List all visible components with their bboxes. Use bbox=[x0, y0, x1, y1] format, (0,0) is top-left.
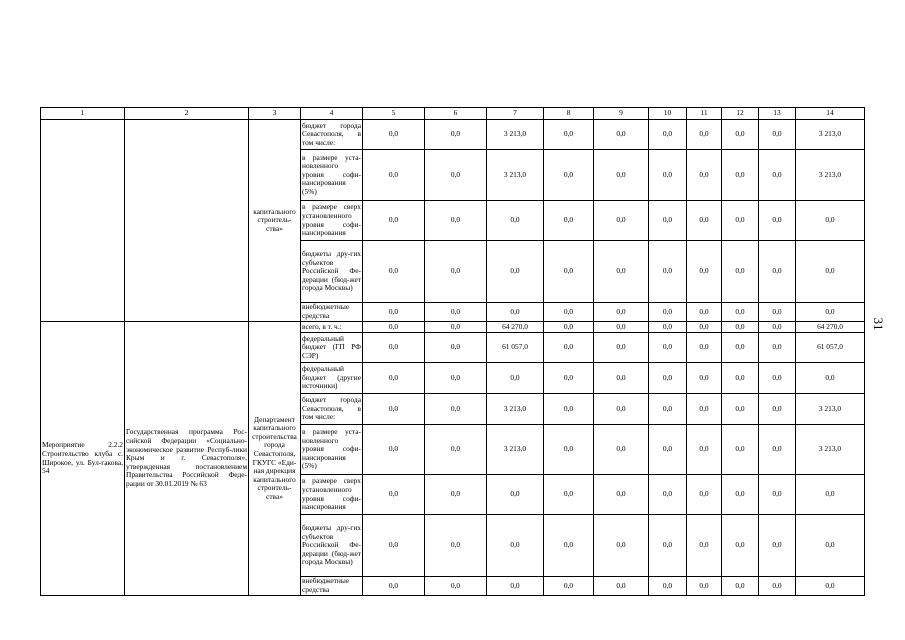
amount-cell: 3 213,0 bbox=[487, 150, 544, 201]
column-number-header: 8 bbox=[544, 108, 594, 120]
funding-source-cell: в размере сверх установленного уровня софи-нансирования bbox=[301, 201, 363, 241]
amount-cell: 0,0 bbox=[722, 475, 759, 515]
amount-cell: 0,0 bbox=[687, 333, 722, 363]
amount-cell: 0,0 bbox=[759, 425, 796, 475]
budget-table bbox=[40, 107, 865, 596]
amount-cell: 0,0 bbox=[425, 241, 487, 303]
amount-cell: 0,0 bbox=[363, 475, 425, 515]
amount-cell: 64 270,0 bbox=[487, 322, 544, 333]
amount-cell: 0,0 bbox=[594, 322, 649, 333]
amount-cell: 0,0 bbox=[759, 120, 796, 150]
amount-cell: 0,0 bbox=[363, 394, 425, 425]
amount-cell: 0,0 bbox=[759, 303, 796, 322]
column-number-header: 5 bbox=[363, 108, 425, 120]
amount-cell: 0,0 bbox=[649, 577, 687, 596]
amount-cell: 0,0 bbox=[544, 303, 594, 322]
amount-cell: 0,0 bbox=[687, 120, 722, 150]
amount-cell: 3 213,0 bbox=[796, 120, 865, 150]
table-body bbox=[41, 108, 865, 596]
amount-cell: 0,0 bbox=[687, 363, 722, 394]
amount-cell: 0,0 bbox=[487, 201, 544, 241]
amount-cell: 0,0 bbox=[544, 475, 594, 515]
amount-cell: 0,0 bbox=[425, 150, 487, 201]
column-number-header: 12 bbox=[722, 108, 759, 120]
amount-cell: 0,0 bbox=[594, 515, 649, 577]
amount-cell: 0,0 bbox=[594, 363, 649, 394]
amount-cell: 0,0 bbox=[594, 394, 649, 425]
funding-source-cell: в размере сверх установленного уровня софи-нансирования bbox=[301, 475, 363, 515]
amount-cell: 0,0 bbox=[487, 303, 544, 322]
amount-cell: 0,0 bbox=[722, 394, 759, 425]
amount-cell: 0,0 bbox=[425, 515, 487, 577]
amount-cell: 0,0 bbox=[649, 363, 687, 394]
amount-cell: 0,0 bbox=[759, 363, 796, 394]
amount-cell: 0,0 bbox=[687, 322, 722, 333]
table-row bbox=[41, 120, 865, 150]
amount-cell: 0,0 bbox=[363, 241, 425, 303]
amount-cell: 0,0 bbox=[722, 515, 759, 577]
amount-cell: 0,0 bbox=[594, 577, 649, 596]
column-number-header: 13 bbox=[759, 108, 796, 120]
funding-source-cell: внебюджетные средства bbox=[301, 303, 363, 322]
amount-cell: 0,0 bbox=[544, 577, 594, 596]
amount-cell: 0,0 bbox=[425, 303, 487, 322]
amount-cell: 0,0 bbox=[363, 577, 425, 596]
amount-cell: 0,0 bbox=[544, 394, 594, 425]
funding-source-cell: в размере уста-новленного уровня софи-нансирования (5%) bbox=[301, 150, 363, 201]
amount-cell: 3 213,0 bbox=[796, 425, 865, 475]
amount-cell: 0,0 bbox=[687, 515, 722, 577]
amount-cell: 0,0 bbox=[722, 241, 759, 303]
amount-cell: 0,0 bbox=[425, 425, 487, 475]
executor-cell: Департамент капитального строительства города Севастополя, ГКУГС «Еди-ная дирекция капитального строитель-ства» bbox=[249, 322, 301, 596]
column-number-header: 11 bbox=[687, 108, 722, 120]
amount-cell: 0,0 bbox=[544, 120, 594, 150]
amount-cell: 0,0 bbox=[687, 201, 722, 241]
column-number-header: 7 bbox=[487, 108, 544, 120]
amount-cell: 0,0 bbox=[649, 150, 687, 201]
amount-cell: 0,0 bbox=[425, 394, 487, 425]
amount-cell: 0,0 bbox=[687, 150, 722, 201]
column-number-header: 6 bbox=[425, 108, 487, 120]
amount-cell: 3 213,0 bbox=[487, 425, 544, 475]
amount-cell: 0,0 bbox=[544, 515, 594, 577]
amount-cell: 0,0 bbox=[687, 425, 722, 475]
amount-cell: 0,0 bbox=[649, 201, 687, 241]
amount-cell: 0,0 bbox=[363, 425, 425, 475]
amount-cell: 0,0 bbox=[796, 363, 865, 394]
amount-cell: 64 270,0 bbox=[796, 322, 865, 333]
amount-cell: 3 213,0 bbox=[487, 120, 544, 150]
amount-cell: 0,0 bbox=[722, 333, 759, 363]
amount-cell: 0,0 bbox=[722, 303, 759, 322]
page-number: 31 bbox=[871, 317, 886, 331]
amount-cell: 0,0 bbox=[594, 120, 649, 150]
amount-cell: 0,0 bbox=[594, 150, 649, 201]
program-cell: Государственная программа Рос-сийской Федерации «Социально-экономическое развитие Респуб-лики Крым и г. Севастополя», утвержденная постановлением Правительства Российской Феде-рации от 30.01.2019 № 63 bbox=[125, 322, 249, 596]
amount-cell: 0,0 bbox=[594, 241, 649, 303]
amount-cell: 0,0 bbox=[796, 303, 865, 322]
funding-source-cell: бюджеты дру-гих субъектов Российской Фе-дерации (бюд-жет города Москвы) bbox=[301, 241, 363, 303]
funding-source-cell: бюджет города Севастополя, в том числе: bbox=[301, 120, 363, 150]
amount-cell: 0,0 bbox=[363, 333, 425, 363]
amount-cell: 0,0 bbox=[649, 303, 687, 322]
amount-cell: 0,0 bbox=[687, 303, 722, 322]
amount-cell: 0,0 bbox=[722, 201, 759, 241]
amount-cell: 0,0 bbox=[544, 363, 594, 394]
amount-cell: 0,0 bbox=[649, 515, 687, 577]
amount-cell: 0,0 bbox=[759, 241, 796, 303]
amount-cell: 0,0 bbox=[544, 425, 594, 475]
amount-cell: 0,0 bbox=[759, 150, 796, 201]
amount-cell: 0,0 bbox=[796, 241, 865, 303]
amount-cell: 0,0 bbox=[722, 363, 759, 394]
column-number-header: 9 bbox=[594, 108, 649, 120]
amount-cell: 3 213,0 bbox=[796, 394, 865, 425]
amount-cell: 0,0 bbox=[594, 333, 649, 363]
amount-cell: 0,0 bbox=[687, 577, 722, 596]
header-row bbox=[41, 108, 865, 120]
amount-cell: 0,0 bbox=[363, 303, 425, 322]
amount-cell: 0,0 bbox=[363, 322, 425, 333]
amount-cell: 0,0 bbox=[649, 322, 687, 333]
funding-source-cell: федеральный бюджет (ГП РФ СЭР) bbox=[301, 333, 363, 363]
amount-cell: 0,0 bbox=[487, 577, 544, 596]
amount-cell: 0,0 bbox=[796, 201, 865, 241]
amount-cell: 61 057,0 bbox=[487, 333, 544, 363]
amount-cell: 0,0 bbox=[594, 475, 649, 515]
amount-cell: 0,0 bbox=[649, 425, 687, 475]
amount-cell: 0,0 bbox=[487, 363, 544, 394]
amount-cell: 0,0 bbox=[487, 515, 544, 577]
funding-source-cell: федеральный бюджет (другие источники) bbox=[301, 363, 363, 394]
amount-cell: 0,0 bbox=[363, 363, 425, 394]
amount-cell: 0,0 bbox=[487, 475, 544, 515]
amount-cell: 61 057,0 bbox=[796, 333, 865, 363]
amount-cell: 0,0 bbox=[722, 425, 759, 475]
amount-cell: 0,0 bbox=[544, 322, 594, 333]
amount-cell: 0,0 bbox=[722, 577, 759, 596]
amount-cell: 0,0 bbox=[544, 201, 594, 241]
amount-cell: 0,0 bbox=[649, 120, 687, 150]
program-cell bbox=[125, 120, 249, 322]
amount-cell: 0,0 bbox=[649, 475, 687, 515]
amount-cell: 0,0 bbox=[796, 515, 865, 577]
amount-cell: 0,0 bbox=[487, 241, 544, 303]
amount-cell: 0,0 bbox=[363, 515, 425, 577]
amount-cell: 0,0 bbox=[544, 150, 594, 201]
amount-cell: 0,0 bbox=[759, 577, 796, 596]
amount-cell: 0,0 bbox=[594, 425, 649, 475]
amount-cell: 0,0 bbox=[425, 322, 487, 333]
amount-cell: 0,0 bbox=[759, 201, 796, 241]
amount-cell: 0,0 bbox=[759, 515, 796, 577]
amount-cell: 0,0 bbox=[425, 363, 487, 394]
amount-cell: 0,0 bbox=[594, 201, 649, 241]
amount-cell: 0,0 bbox=[594, 303, 649, 322]
funding-source-cell: в размере уста-новленного уровня софи-нансирования (5%) bbox=[301, 425, 363, 475]
amount-cell: 3 213,0 bbox=[796, 150, 865, 201]
amount-cell: 0,0 bbox=[687, 394, 722, 425]
amount-cell: 0,0 bbox=[425, 333, 487, 363]
amount-cell: 0,0 bbox=[649, 241, 687, 303]
amount-cell: 0,0 bbox=[649, 394, 687, 425]
amount-cell: 0,0 bbox=[425, 475, 487, 515]
column-number-header: 3 bbox=[249, 108, 301, 120]
amount-cell: 0,0 bbox=[722, 322, 759, 333]
amount-cell: 3 213,0 bbox=[487, 394, 544, 425]
amount-cell: 0,0 bbox=[425, 577, 487, 596]
amount-cell: 0,0 bbox=[759, 475, 796, 515]
amount-cell: 0,0 bbox=[425, 120, 487, 150]
amount-cell: 0,0 bbox=[425, 201, 487, 241]
column-number-header: 2 bbox=[125, 108, 249, 120]
funding-source-cell: всего, в т. ч.: bbox=[301, 322, 363, 333]
amount-cell: 0,0 bbox=[796, 475, 865, 515]
column-number-header: 10 bbox=[649, 108, 687, 120]
column-number-header: 1 bbox=[41, 108, 125, 120]
amount-cell: 0,0 bbox=[759, 394, 796, 425]
amount-cell: 0,0 bbox=[363, 150, 425, 201]
executor-cell: капитального строитель-ства» bbox=[249, 120, 301, 322]
amount-cell: 0,0 bbox=[759, 333, 796, 363]
amount-cell: 0,0 bbox=[363, 201, 425, 241]
amount-cell: 0,0 bbox=[544, 333, 594, 363]
amount-cell: 0,0 bbox=[687, 475, 722, 515]
column-number-header: 4 bbox=[301, 108, 363, 120]
column-number-header: 14 bbox=[796, 108, 865, 120]
amount-cell: 0,0 bbox=[759, 322, 796, 333]
amount-cell: 0,0 bbox=[544, 241, 594, 303]
amount-cell: 0,0 bbox=[687, 241, 722, 303]
funding-source-cell: бюджет города Севастополя, в том числе: bbox=[301, 394, 363, 425]
amount-cell: 0,0 bbox=[722, 150, 759, 201]
amount-cell: 0,0 bbox=[363, 120, 425, 150]
amount-cell: 0,0 bbox=[796, 577, 865, 596]
table-row bbox=[41, 322, 865, 333]
activity-name-cell bbox=[41, 120, 125, 322]
funding-source-cell: внебюджетные средства bbox=[301, 577, 363, 596]
activity-name-cell: Мероприятие 2.2.2 Строительство клуба с. Широкое, ул. Бул-гакова, 54 bbox=[41, 322, 125, 596]
amount-cell: 0,0 bbox=[649, 333, 687, 363]
funding-source-cell: бюджеты дру-гих субъектов Российской Фе-дерации (бюд-жет города Москвы) bbox=[301, 515, 363, 577]
amount-cell: 0,0 bbox=[722, 120, 759, 150]
